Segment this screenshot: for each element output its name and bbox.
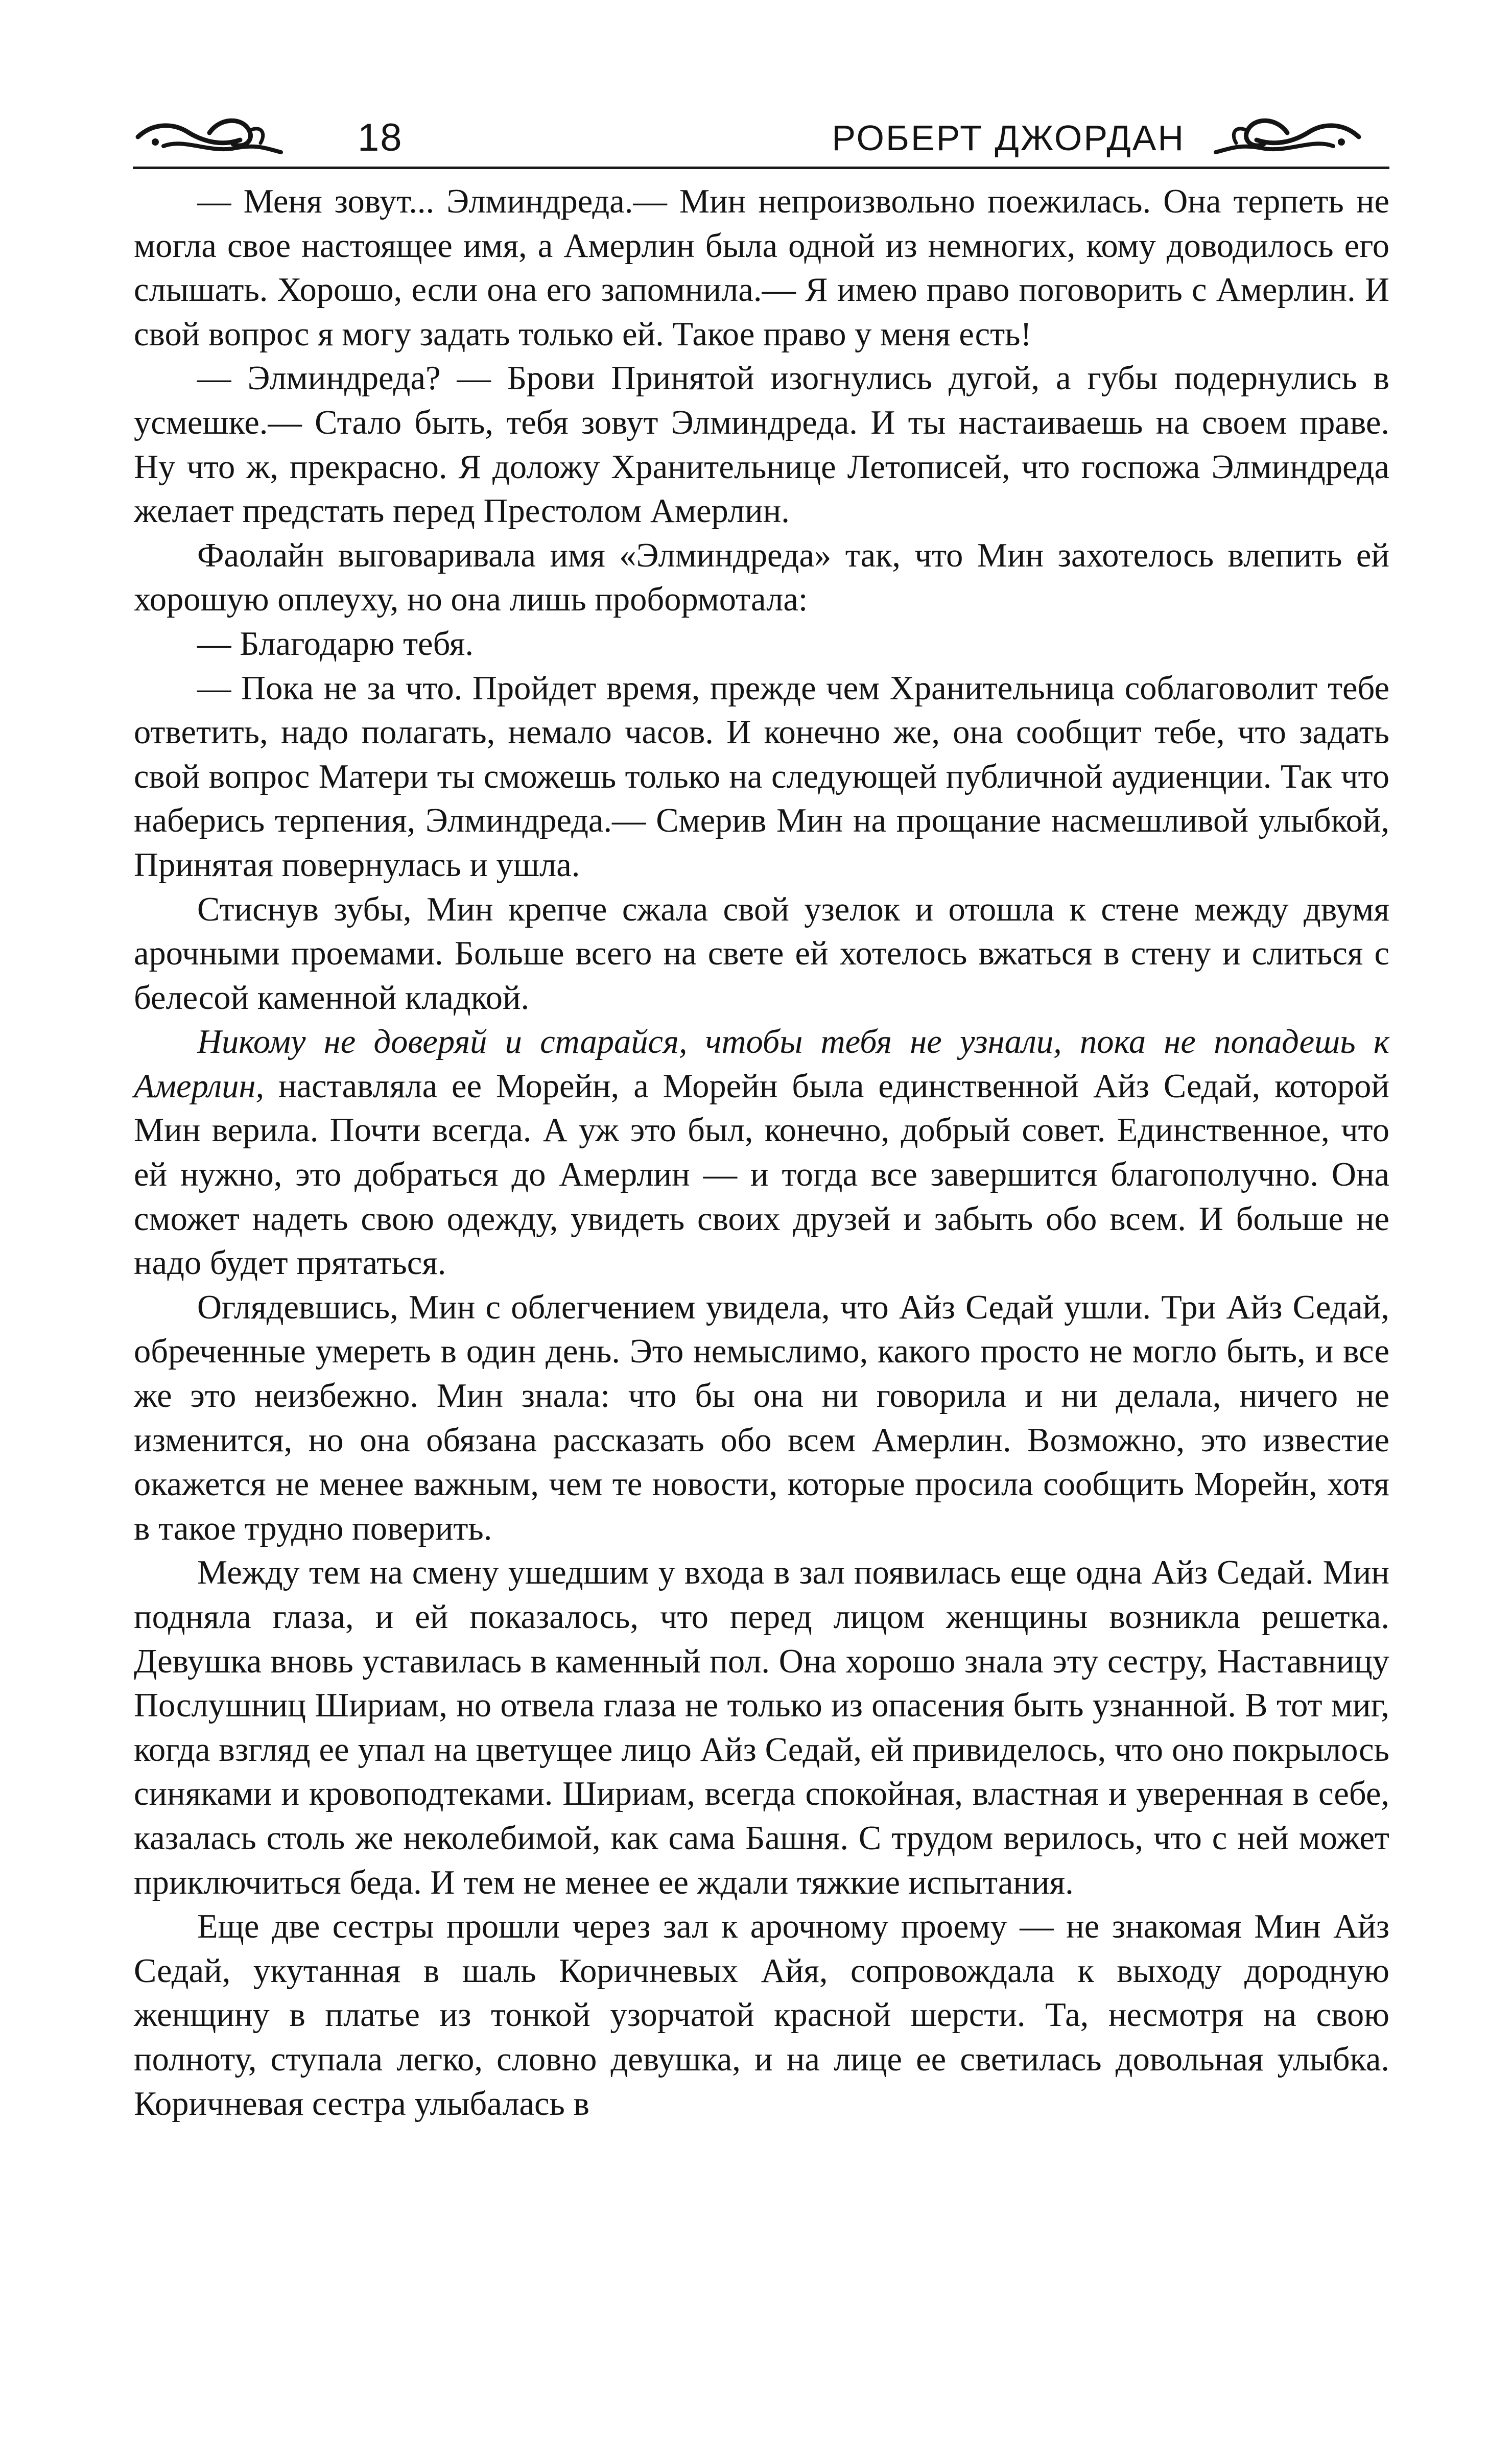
page-header — [133, 112, 1389, 169]
paragraph: Еще две сестры прошли через зал к арочному проему — не знакомая Мин Айз Седай, укутанная в шаль Коричневых Айя, сопровождала к выходу дородную женщину в платье из тонкой узорчатой красной шерсти. Та, несмотря на свою полноту, ступала легко, словно девушка, и на лице ее светилась довольная улыбка. Коричневая сестра улыбалась в — [134, 1908, 1389, 2123]
flourish-right-icon — [1211, 112, 1364, 158]
paragraph — [134, 1020, 1389, 1286]
page-number: 18 — [358, 116, 403, 159]
paragraph: Оглядевшись, Мин с облегчением увидела, что Айз Седай ушли. Три Айз Седай, обреченные умереть в один день. Это немыслимо, какого просто не могло быть, и все же это неизбежно. Мин знала: что бы она ни говорила и ни делала, ничего не изменится, но она обязана рассказать обо всем Амерлин. Возможно, это известие окажется не менее важным, чем те новости, которые просила сообщить Морейн, хотя в такое трудно поверить. — [134, 1288, 1389, 1547]
italic-quote: Никому не доверяй и старайся, чтобы тебя не узнали, пока не попадешь к Амерлин, — [134, 1023, 1389, 1105]
flourish-left-icon — [133, 112, 286, 158]
paragraph: — Элминдреда? — Брови Принятой изогнулись дугой, а губы подернулись в усмешке.— Стало быть, тебя зовут Элминдреда. И ты настаиваешь на своем праве. Ну что ж, прекрасно. Я доложу Хранительнице Летописей, что госпожа Элминдреда желает предстать перед Престолом Амерлин. — [134, 360, 1389, 530]
running-head: РОБЕРТ ДЖОРДАН — [832, 118, 1185, 158]
paragraph: Фаолайн выговаривала имя «Элминдреда» так, что Мин захотелось влепить ей хорошую оплеуху, но она лишь пробормотала: — [134, 536, 1389, 619]
paragraph: — Благодарю тебя. — [197, 625, 474, 663]
paragraph: — Меня зовут... Элминдреда.— Мин непроизвольно поежилась. Она терпеть не могла свое настоящее имя, а Амерлин была одной из немногих, кому доводилось его слышать. Хорошо, если она его запомнила.— Я имею право поговорить с Амерлин. И свой вопрос я могу задать только ей. Такое право у меня есть! — [134, 183, 1389, 353]
paragraph-continuation: наставляла ее Морейн, а Морейн была единственной Айз Седай, которой Мин верила. Почти всегда. А уж это был, конечно, добрый совет. Единственное, что ей нужно, это добраться до Амерлин — и тогда все завершится благополучно. Она сможет надеть свою одежду, увидеть своих друзей и забыть обо всем. И больше не надо будет прятаться. — [134, 1067, 1389, 1282]
paragraph: — Пока не за что. Пройдет время, прежде чем Хранительница соблаговолит тебе ответить, надо полагать, немало часов. И конечно же, она сообщит тебе, что задать свой вопрос Матери ты сможешь только на следующей публичной аудиенции. Так что наберись терпения, Элминдреда.— Смерив Мин на прощание насмешливой улыбкой, Принятая повернулась и ушла. — [134, 669, 1389, 884]
header-rule — [133, 167, 1389, 169]
paragraph: Стиснув зубы, Мин крепче сжала свой узелок и отошла к стене между двумя арочными проемами. Больше всего на свете ей хотелось вжаться в стену и слиться с белесой каменной кладкой. — [134, 890, 1389, 1017]
paragraph: Между тем на смену ушедшим у входа в зал появилась еще одна Айз Седай. Мин подняла глаза, и ей показалось, что перед лицом женщины возникла решетка. Девушка вновь уставилась в каменный пол. Она хорошо знала эту сестру, Наставницу Послушниц Шириам, но отвела глаза не только из опасения быть узнанной. В тот миг, когда взгляд ее упал на цветущее лицо Айз Седай, ей привиделось, что оно покрылось синяками и кровоподтеками. Шириам, всегда спокойная, властная и уверенная в себе, казалась столь же неколебимой, как сама Башня. С трудом верилось, что с ней может приключиться беда. И тем не менее ее ждали тяжкие испытания. — [134, 1554, 1389, 1901]
body-text — [134, 180, 1389, 2126]
